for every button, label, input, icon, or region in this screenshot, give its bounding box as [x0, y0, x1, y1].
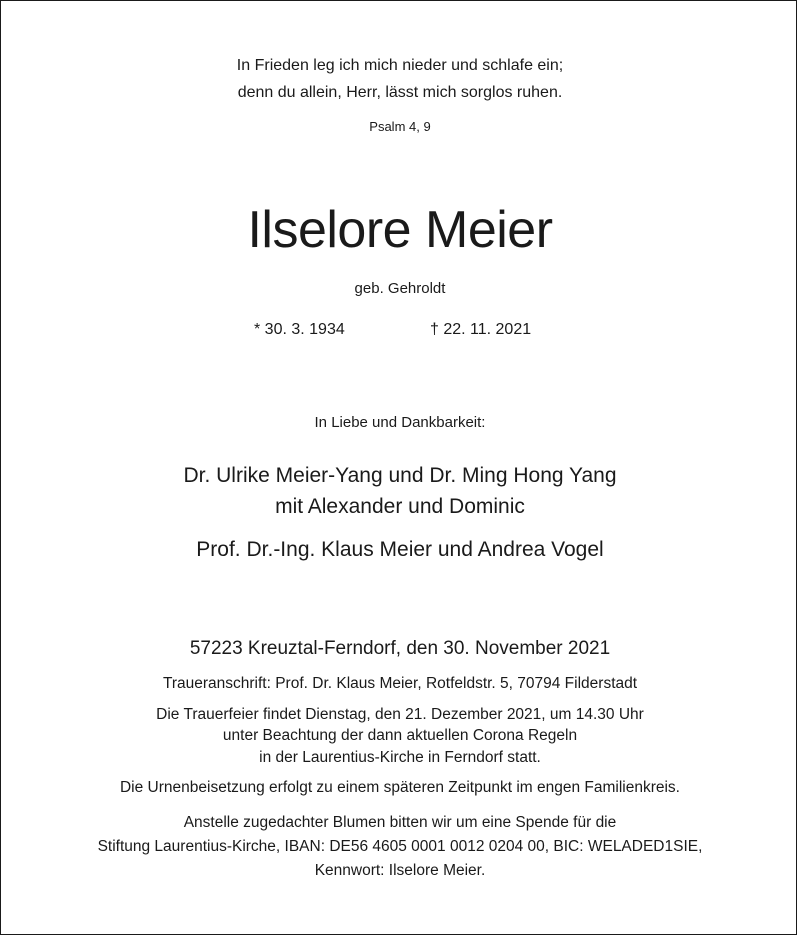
- birth-date: * 30. 3. 1934: [254, 321, 345, 338]
- service-line-2: unter Beachtung der dann aktuellen Corona Regeln: [222, 727, 578, 744]
- psalm-reference: Psalm 4, 9: [369, 119, 431, 134]
- death-date: † 22. 11. 2021: [430, 321, 532, 338]
- place-and-date: 57223 Kreuztal-Ferndorf, den 30. November 2021: [189, 638, 611, 659]
- deceased-name: Ilselore Meier: [247, 201, 553, 259]
- mourners-intro: In Liebe und Dankbarkeit:: [314, 414, 486, 431]
- mourner-line-2: mit Alexander und Dominic: [275, 495, 525, 518]
- mourning-address: Traueranschrift: Prof. Dr. Klaus Meier, Rotfeldstr. 5, 70794 Filderstadt: [162, 675, 638, 692]
- maiden-name: geb. Gehroldt: [354, 280, 446, 297]
- mourner-line-1: Dr. Ulrike Meier-Yang und Dr. Ming Hong Yang: [183, 464, 617, 487]
- psalm-line-2: denn du allein, Herr, lässt mich sorglos ruhen.: [237, 84, 563, 101]
- donation-line-1: Anstelle zugedachter Blumen bitten wir um eine Spende für die: [183, 814, 617, 831]
- service-line-1: Die Trauerfeier findet Dienstag, den 21. Dezember 2021, um 14.30 Uhr: [156, 706, 644, 723]
- service-line-3: in der Laurentius-Kirche in Ferndorf statt.: [259, 749, 541, 766]
- psalm-line-1: In Frieden leg ich mich nieder und schlafe ein;: [236, 57, 564, 74]
- urn-burial-note: Die Urnenbeisetzung erfolgt zu einem späteren Zeitpunkt im engen Familienkreis.: [119, 779, 680, 796]
- mourner-line-3: Prof. Dr.-Ing. Klaus Meier und Andrea Vogel: [196, 538, 604, 561]
- donation-line-2: Stiftung Laurentius-Kirche, IBAN: DE56 4605 0001 0012 0204 00, BIC: WELADED1SIE,: [97, 838, 703, 855]
- donation-line-3: Kennwort: Ilselore Meier.: [314, 862, 486, 879]
